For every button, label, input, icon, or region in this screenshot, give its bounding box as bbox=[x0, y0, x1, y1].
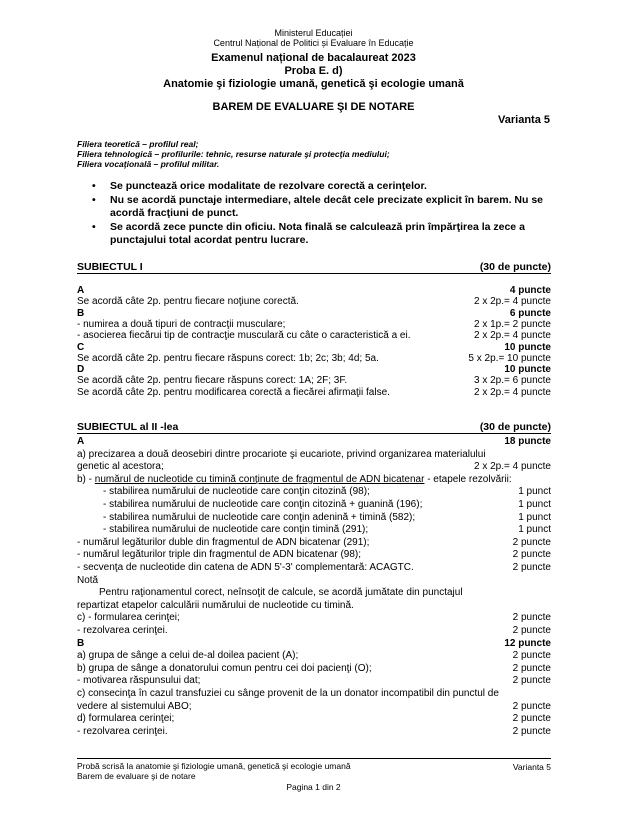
row-points: 2 puncte bbox=[512, 725, 551, 737]
row-text: - rezolvarea cerinţei. bbox=[77, 725, 168, 737]
row-text: - rezolvarea cerinţei. bbox=[77, 625, 168, 636]
barem-row bbox=[77, 663, 551, 674]
row-text: Se acordă câte 2p. pentru fiecare răspuns corect: 1A; 2F; 3F. bbox=[77, 375, 348, 387]
row-points: 2 x 1p.= 2 puncte bbox=[473, 318, 551, 330]
barem-row bbox=[77, 600, 551, 611]
scoring-rules bbox=[92, 180, 560, 248]
barem-row bbox=[77, 319, 551, 330]
row-points: 2 puncte bbox=[512, 549, 551, 561]
barem-row bbox=[103, 512, 551, 523]
row-text: - asocierea fiecărui tip de contracţie musculară cu câte o caracteristică a ei. bbox=[77, 330, 411, 342]
row-points: 18 puncte bbox=[504, 436, 551, 447]
row-text: D bbox=[77, 364, 85, 376]
rule-item: • Se acordă zece puncte din oficiu. Nota finală se calculează prin împărţirea la zece a punctajului total acordat pentru lucrare. bbox=[92, 221, 560, 247]
barem-row bbox=[77, 308, 551, 319]
row-text: b) - numărul de nucleotide cu timină conţinute de fragmentul de ADN bicatenar - etapele rezolvării: bbox=[77, 473, 512, 485]
row-points: 2 puncte bbox=[512, 536, 551, 548]
profile-line: Filiera teoretică – profilul real; bbox=[77, 139, 199, 149]
row-text: A bbox=[77, 285, 85, 296]
row-text: A bbox=[77, 436, 85, 447]
row-points: 1 punct bbox=[518, 486, 551, 498]
row-points: 6 puncte bbox=[509, 307, 551, 319]
barem-row bbox=[77, 375, 551, 386]
row-text: - numărul legăturilor duble din fragmentul de ADN bicatenar (291); bbox=[77, 536, 370, 548]
row-text: b) grupa de sânge a donatorului comun pentru cei doi pacienţi (O); bbox=[77, 662, 372, 674]
barem-row bbox=[77, 537, 551, 548]
page-number: Pagina 1 din 2 bbox=[286, 782, 341, 792]
barem-row bbox=[103, 524, 551, 535]
barem-row bbox=[77, 436, 551, 447]
row-text: Se acordă câte 2p. pentru modificarea corectă a fiecărei afirmaţii false. bbox=[77, 386, 390, 398]
row-text: - secvenţa de nucleotide din catena de ADN 5'-3' complementară: ACAGTC. bbox=[77, 562, 414, 573]
barem-row bbox=[77, 296, 551, 307]
barem-row bbox=[77, 625, 551, 636]
subject-title: Anatomie şi fiziologie umană, genetică şi ecologie umană bbox=[163, 78, 464, 90]
row-text: - stabilirea numărului de nucleotide care conţin citozină (98); bbox=[103, 486, 370, 498]
section-points: (30 de puncte) bbox=[479, 421, 551, 433]
row-points: 10 puncte bbox=[504, 364, 551, 376]
row-points: 1 punct bbox=[518, 524, 551, 536]
profile-line: Filiera vocaţională – profilul militar. bbox=[77, 159, 220, 169]
section-1-header bbox=[77, 261, 551, 274]
row-points: 2 puncte bbox=[512, 662, 551, 674]
row-points: 2 puncte bbox=[512, 612, 551, 624]
footer-line: Barem de evaluare şi de notare bbox=[77, 771, 196, 781]
row-points: 2 puncte bbox=[512, 625, 551, 636]
row-text: vedere al sistemului ABO; bbox=[77, 700, 192, 712]
row-points: 3 x 2p.= 6 puncte bbox=[473, 375, 551, 387]
row-text: Se acordă câte 2p. pentru fiecare răspuns corect: 1b; 2c; 3b; 4d; 5a. bbox=[77, 352, 379, 364]
proba-title: Proba E. d) bbox=[284, 65, 343, 77]
barem-row bbox=[77, 688, 551, 699]
exam-title: Examenul național de bacalaureat 2023 bbox=[211, 52, 416, 64]
row-points: 2 puncte bbox=[512, 675, 551, 687]
row-points: 2 x 2p.= 4 puncte bbox=[473, 330, 551, 342]
ministry-name: Ministerul Educației bbox=[274, 28, 353, 38]
row-text: - numărul legăturilor triple din fragmentul de ADN bicatenar (98); bbox=[77, 549, 362, 561]
barem-row bbox=[77, 364, 551, 375]
barem-row bbox=[77, 612, 551, 623]
row-text: genetic al acestora; bbox=[77, 461, 164, 473]
row-text: - stabilirea numărului de nucleotide care conţin timină (291); bbox=[103, 524, 369, 536]
rule-item: • Se punctează orice modalitate de rezolvare corectă a cerinţelor. bbox=[92, 180, 560, 193]
row-points: 1 punct bbox=[518, 511, 551, 523]
barem-row bbox=[77, 575, 551, 586]
row-text: C bbox=[77, 341, 85, 353]
section-points: (30 de puncte) bbox=[479, 261, 551, 273]
barem-row bbox=[99, 587, 551, 598]
barem-row bbox=[77, 726, 551, 737]
barem-row bbox=[103, 499, 551, 510]
row-text: - motivarea răspunsului dat; bbox=[77, 675, 201, 687]
row-text: B bbox=[77, 307, 85, 319]
barem-row bbox=[77, 675, 551, 686]
barem-row bbox=[77, 330, 551, 341]
row-text: c) - formularea cerinţei; bbox=[77, 612, 180, 624]
row-points: 2 x 2p.= 4 puncte bbox=[473, 461, 551, 473]
row-text: c) consecinţa în cazul transfuziei cu sânge provenit de la un donator incompatibil din punctul de bbox=[77, 688, 499, 699]
row-points: 2 puncte bbox=[512, 700, 551, 712]
section-title: SUBIECTUL I bbox=[77, 261, 143, 273]
barem-row bbox=[103, 486, 551, 497]
barem-title: BAREM DE EVALUARE ŞI DE NOTARE bbox=[212, 101, 415, 113]
row-text: a) precizarea a două deosebiri dintre procariote şi eucariote, privind organizarea materialului bbox=[77, 448, 486, 460]
row-points: 10 puncte bbox=[504, 341, 551, 353]
row-text: d) formularea cerinţei; bbox=[77, 713, 175, 725]
barem-row bbox=[77, 549, 551, 560]
row-text: - stabilirea numărului de nucleotide care conţin adenină + timină (582); bbox=[103, 511, 416, 523]
row-points: 2 puncte bbox=[512, 562, 551, 573]
barem-row bbox=[77, 387, 551, 398]
footer-variant: Varianta 5 bbox=[512, 762, 551, 772]
center-name: Centrul Național de Politici și Evaluare în Educație bbox=[213, 38, 414, 48]
row-text: Notă bbox=[77, 574, 99, 586]
rule-item: • Nu se acordă punctaje intermediare, altele decât cele precizate explicit în barem. Nu se acordă fracţiuni de punct. bbox=[92, 194, 560, 220]
row-text: - numirea a două tipuri de contracţii musculare; bbox=[77, 318, 286, 330]
barem-row bbox=[77, 474, 551, 485]
barem-row bbox=[77, 353, 551, 364]
variant-label: Varianta 5 bbox=[498, 114, 550, 126]
barem-row bbox=[77, 285, 551, 296]
barem-row bbox=[77, 449, 551, 460]
page-footer bbox=[77, 758, 551, 781]
row-points: 1 punct bbox=[518, 499, 551, 510]
row-text: Se acordă câte 2p. pentru fiecare noţiune corectă. bbox=[77, 296, 299, 308]
row-points: 12 puncte bbox=[504, 637, 551, 649]
row-points: 2 puncte bbox=[512, 713, 551, 725]
row-text: repartizat etapelor calculării numărului de nucleotide cu timină. bbox=[77, 599, 354, 611]
barem-row bbox=[77, 701, 551, 712]
row-text: - stabilirea numărului de nucleotide care conţin citozină + guanină (196); bbox=[103, 499, 423, 510]
row-points: 2 x 2p.= 4 puncte bbox=[473, 296, 551, 308]
row-points: 5 x 2p.= 10 puncte bbox=[468, 352, 551, 364]
row-points: 2 puncte bbox=[512, 650, 551, 662]
row-points: 4 puncte bbox=[509, 285, 551, 296]
barem-row bbox=[77, 461, 551, 472]
section-title: SUBIECTUL al II -lea bbox=[77, 421, 179, 433]
section-2-header bbox=[77, 421, 551, 434]
barem-row bbox=[77, 342, 551, 353]
footer-line: Probă scrisă la anatomie şi fiziologie umană, genetică şi ecologie umană bbox=[77, 761, 351, 771]
row-text: a) grupa de sânge a celui de-al doilea pacient (A); bbox=[77, 650, 299, 662]
barem-row bbox=[77, 713, 551, 724]
row-text: Pentru raţionamentul corect, neînsoţit de calcule, se acordă jumătate din punctajul bbox=[99, 587, 463, 599]
row-points: 2 x 2p.= 4 puncte bbox=[473, 386, 551, 398]
barem-row bbox=[77, 638, 551, 649]
barem-row bbox=[77, 650, 551, 661]
row-text: B bbox=[77, 637, 85, 649]
barem-row bbox=[77, 562, 551, 573]
profile-line: Filiera tehnologică – profilurile: tehnic, resurse naturale şi protecţia mediului; bbox=[77, 149, 390, 159]
